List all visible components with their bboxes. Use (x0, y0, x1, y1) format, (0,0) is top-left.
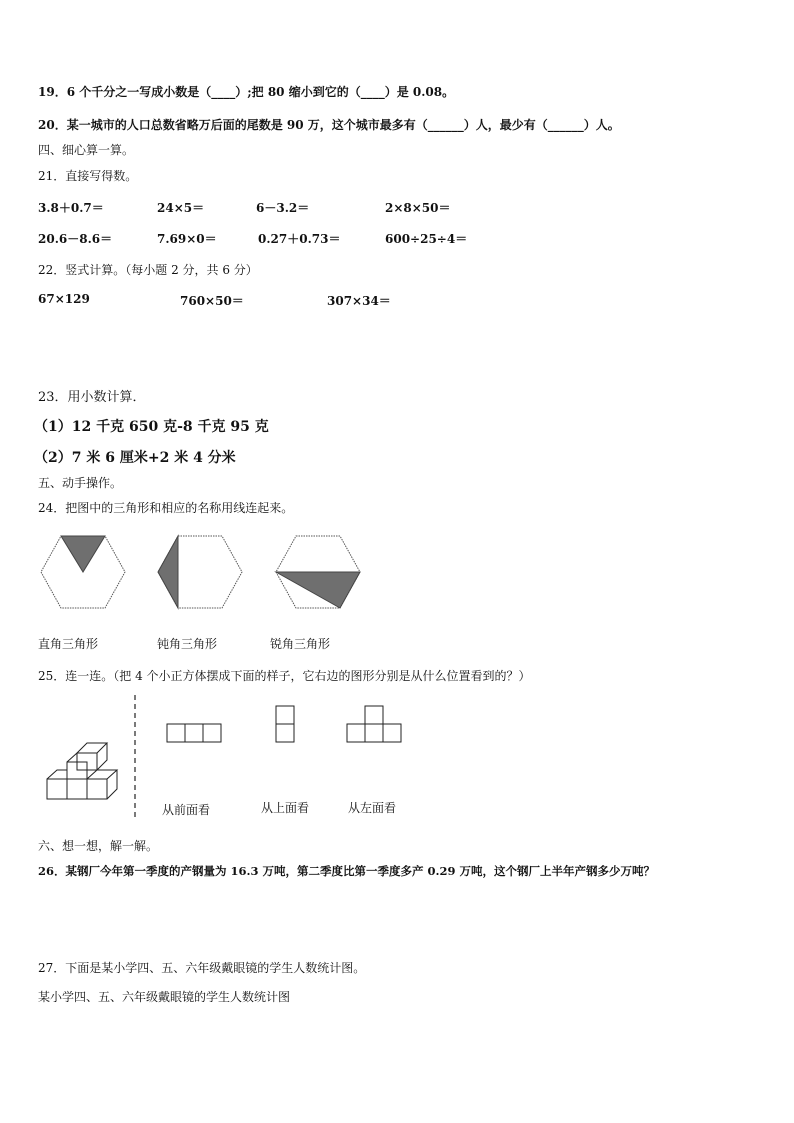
view-label: 从前面看 (162, 803, 211, 817)
hexagon-figure-3 (275, 535, 361, 609)
question-24: 24．把图中的三角形和相应的名称用线连起来。 (38, 501, 294, 515)
question-25: 25．连一连。（把 4 个小正方体摆成下面的样子，它右边的图形分别是从什么位置看到的？） (38, 669, 531, 683)
vertical-calc-item: 67×129 (38, 292, 90, 306)
calc-item: 20.6－8.6＝ (38, 232, 113, 246)
calc-item: 0.27＋0.73＝ (258, 232, 341, 246)
calc-item: 24×5＝ (157, 201, 205, 215)
question-23-part-2: （2）7 米 6 厘米+2 米 4 分米 (34, 450, 236, 466)
section-4-heading: 四、细心算一算。 (38, 143, 135, 157)
question-23-part-1: （1）12 千克 650 克-8 千克 95 克 (34, 419, 269, 435)
hexagon-figure-1 (40, 535, 126, 609)
obtuse-triangle-shape (158, 536, 178, 608)
calc-item: 3.8＋0.7＝ (38, 201, 104, 215)
question-21: 21．直接写得数。 (38, 169, 138, 183)
hexagon-figure-2 (157, 535, 243, 609)
view-label: 从上面看 (261, 801, 310, 815)
view-grid-top (275, 705, 295, 743)
question-22: 22．竖式计算。（每小题 2 分，共 6 分） (38, 263, 258, 277)
question-27: 27．下面是某小学四、五、六年级戴眼镜的学生人数统计图。 (38, 961, 366, 975)
question-23: 23．用小数计算． (38, 390, 146, 405)
calc-item: 2×8×50＝ (385, 201, 451, 215)
section-5-heading: 五、动手操作。 (38, 476, 123, 490)
view-grid-left (346, 705, 402, 743)
vertical-calc-item: 760×50＝ (180, 294, 244, 308)
view-label: 从左面看 (348, 801, 397, 815)
triangle-name: 直角三角形 (38, 637, 99, 651)
view-grid-front (166, 723, 222, 743)
question-19: 19．6 个千分之一写成小数是（____）;把 80 缩小到它的（____）是 0.08。 (38, 85, 455, 99)
dashed-divider (133, 695, 137, 820)
calc-item: 7.69×0＝ (157, 232, 217, 246)
section-6-heading: 六、想一想，解一解。 (38, 839, 159, 853)
question-20: 20．某一城市的人口总数省略万后面的尾数是 90 万，这个城市最多有（______）人，最少有（______）人。 (38, 118, 620, 132)
calc-item: 6－3.2＝ (256, 201, 310, 215)
question-26: 26．某钢厂今年第一季度的产钢量为 16.3 万吨，第二季度比第一季度多产 0.29 万吨，这个钢厂上半年产钢多少万吨？ (38, 864, 656, 878)
chart-title: 某小学四、五、六年级戴眼镜的学生人数统计图 (38, 990, 291, 1004)
triangle-name: 锐角三角形 (270, 637, 331, 651)
vertical-calc-item: 307×34＝ (327, 294, 391, 308)
cube-stack-figure (44, 741, 126, 803)
triangle-name: 钝角三角形 (157, 637, 218, 651)
calc-item: 600÷25÷4＝ (385, 232, 468, 246)
